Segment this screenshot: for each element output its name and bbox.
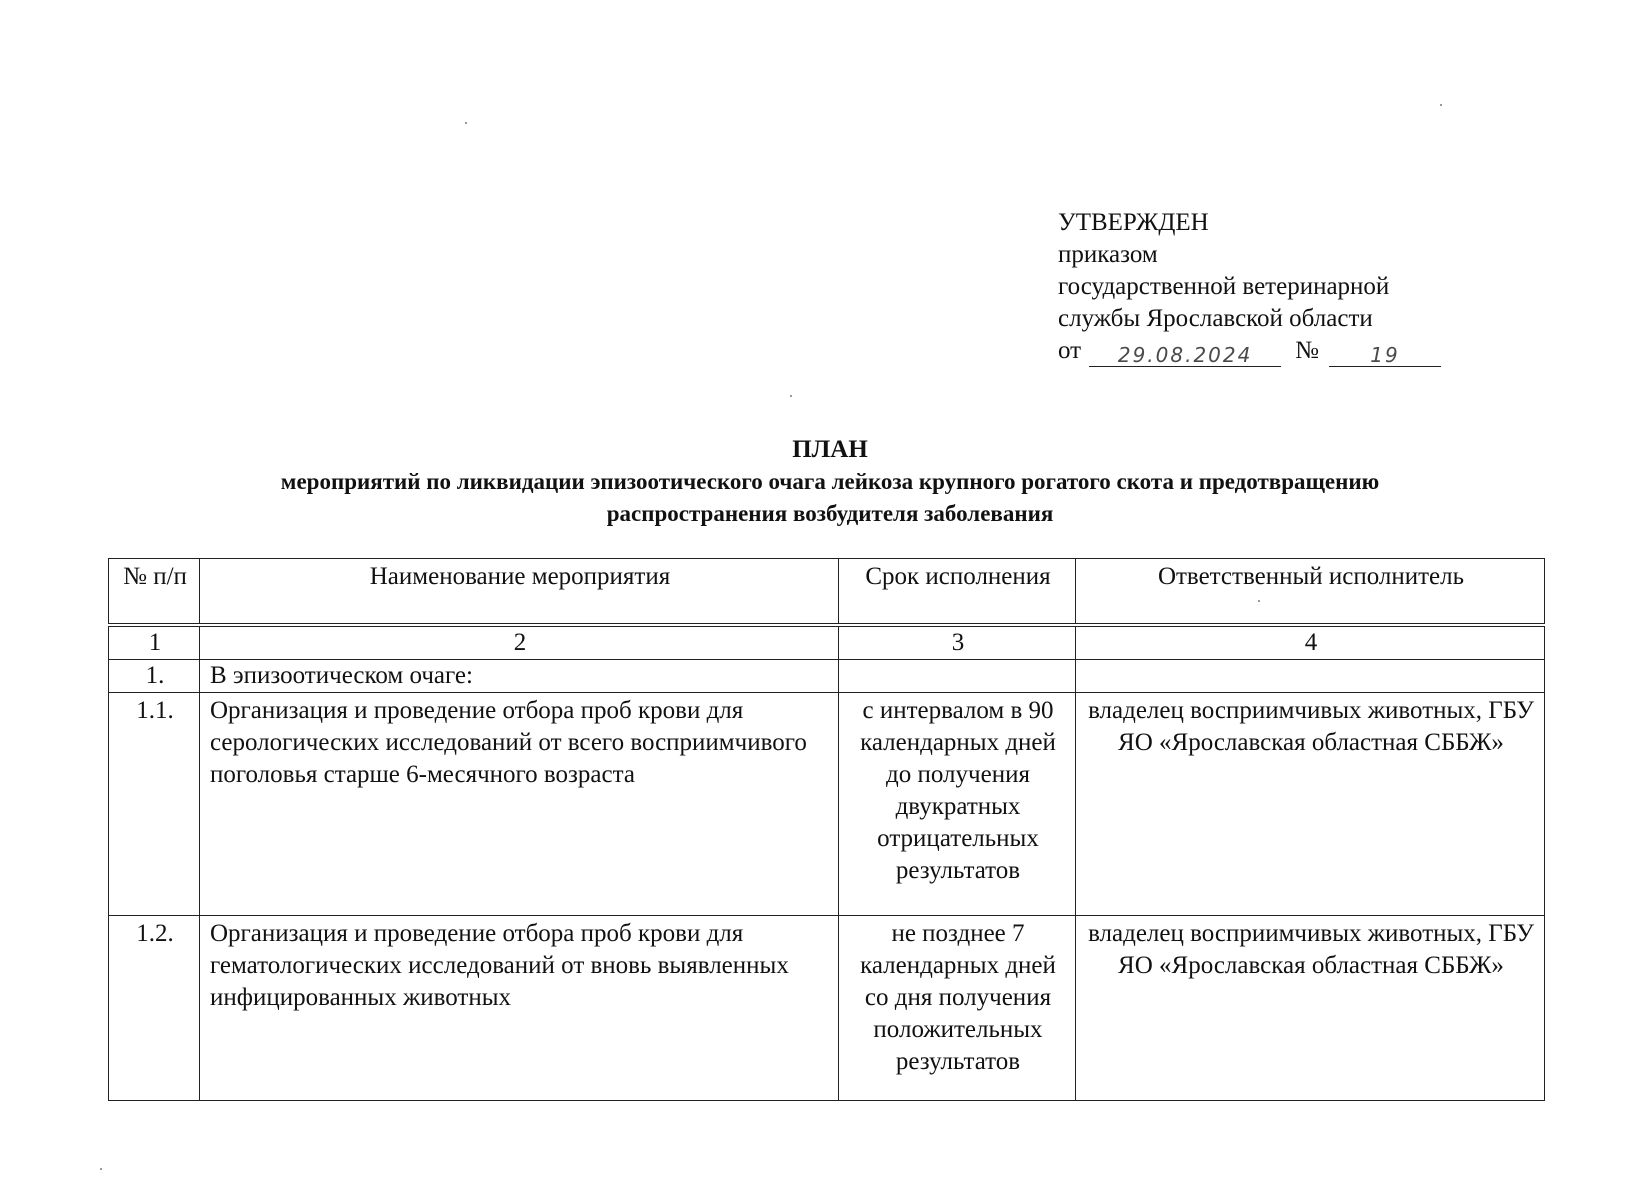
row-responsible: владелец восприимчивых животных, ГБУ ЯО «Ярославская областная СББЖ» [1076, 916, 1545, 1101]
header-term: Срок исполнения [839, 559, 1076, 626]
row-term: не позднее 7 календарных дней со дня получения положительных результатов [839, 916, 1076, 1101]
date-prefix: от [1058, 337, 1082, 364]
approval-stamp [1058, 207, 1478, 367]
column-number: 1 [109, 625, 200, 660]
column-number: 4 [1076, 625, 1545, 660]
header-responsible: Ответственный исполнитель [1076, 559, 1545, 626]
section-responsible-empty [1076, 660, 1545, 693]
row-responsible: владелец восприимчивых животных, ГБУ ЯО «Ярославская областная СББЖ» [1076, 693, 1545, 916]
approval-date-row [1058, 335, 1478, 367]
header-name: Наименование мероприятия [200, 559, 839, 626]
scan-speck [465, 122, 467, 124]
number-sign: № [1295, 337, 1319, 364]
scan-speck [1440, 104, 1442, 106]
plan-table [108, 558, 1545, 1101]
document-subtitle-line-2: распространения возбудителя заболевания [606, 501, 1054, 526]
approval-line-1: приказом [1058, 241, 1158, 268]
approval-line-3: службы Ярославской области [1058, 305, 1373, 332]
approval-status: УТВЕРЖДЕН [1058, 209, 1209, 236]
row-num: 1.2. [109, 916, 200, 1101]
section-num: 1. [109, 660, 200, 693]
section-term-empty [839, 660, 1076, 693]
handwritten-date: 29.08.2024 [1089, 344, 1281, 367]
approval-line-2: государственной ветеринарной [1058, 273, 1390, 300]
handwritten-number: 19 [1329, 344, 1441, 367]
scan-speck [1258, 600, 1260, 602]
scan-speck [790, 395, 792, 397]
header-num: № п/п [109, 559, 200, 626]
column-number: 2 [200, 625, 839, 660]
document-subtitle-line-1: мероприятий по ликвидации эпизоотического очага лейкоза крупного рогатого скота и предотвращению [280, 469, 1380, 494]
row-term: с интервалом в 90 календарных дней до получения двукратных отрицательных результатов [839, 693, 1076, 916]
document-title: ПЛАН [792, 436, 868, 463]
document-title-block [110, 434, 1550, 530]
table-row [109, 916, 1545, 1101]
row-name: Организация и проведение отбора проб крови для серологических исследований от всего восприимчивого поголовья старше 6-месячного возраста [200, 693, 839, 916]
scan-speck [100, 1168, 102, 1170]
table-header-row [109, 559, 1545, 626]
section-row [109, 660, 1545, 693]
column-number-row [109, 625, 1545, 660]
row-name: Организация и проведение отбора проб крови для гематологических исследований от вновь выявленных инфицированных животных [200, 916, 839, 1101]
table-row [109, 693, 1545, 916]
section-name: В эпизоотическом очаге: [200, 660, 839, 693]
column-number: 3 [839, 625, 1076, 660]
row-num: 1.1. [109, 693, 200, 916]
